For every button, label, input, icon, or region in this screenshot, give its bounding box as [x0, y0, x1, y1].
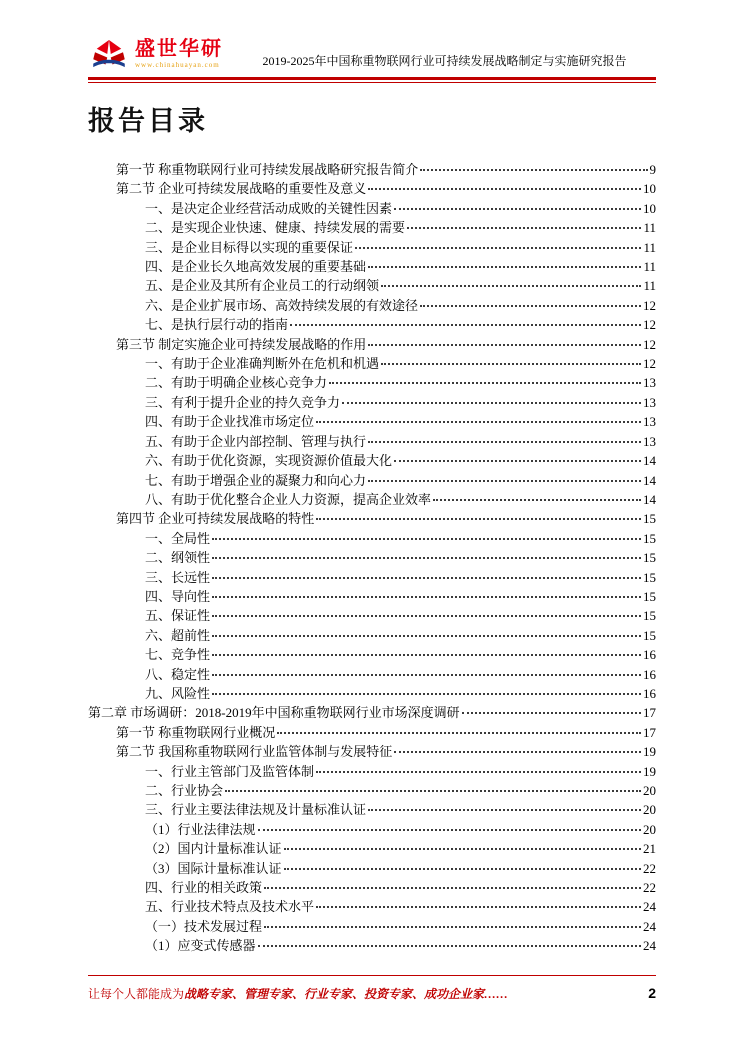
toc-leader-dots	[368, 809, 641, 811]
toc-entry-text: 二、是实现企业快速、健康、持续发展的需要	[145, 220, 406, 236]
toc-page-number: 24	[643, 938, 656, 954]
toc-page-number: 11	[643, 259, 656, 275]
toc-entry-text: 三、行业主要法律法规及计量标准认证	[145, 802, 367, 818]
toc-entry-text: 一、全局性	[145, 530, 211, 546]
toc-entry-text: 八、稳定性	[145, 666, 211, 682]
toc-page-number: 15	[643, 608, 656, 624]
logo-text-block	[135, 39, 223, 69]
toc-leader-dots	[381, 363, 641, 365]
logo-company-name: 盛世华研	[135, 38, 223, 60]
footer-page-number: 2	[648, 985, 656, 1001]
toc-entry-text: 第二节 企业可持续发展战略的重要性及意义	[116, 181, 367, 197]
footer-slogan	[88, 985, 508, 1002]
toc-leader-dots	[264, 926, 641, 928]
toc-page-number: 13	[643, 433, 656, 449]
toc-leader-dots	[258, 945, 641, 947]
toc-entry-text: （一）技术发展过程	[145, 918, 263, 934]
toc-entry-text: 七、竞争性	[145, 647, 211, 663]
toc-entry[interactable]	[88, 335, 656, 354]
toc-entry-text: 七、有助于增强企业的凝聚力和向心力	[145, 472, 367, 488]
toc-leader-dots	[381, 285, 641, 287]
toc-leader-dots	[212, 538, 641, 540]
toc-leader-dots	[212, 654, 641, 656]
toc-page-number: 10	[643, 200, 656, 216]
page-header	[88, 36, 656, 72]
toc-entry-text: 八、有助于优化整合企业人力资源，提高企业效率	[145, 491, 432, 507]
toc-entry-text: 五、保证性	[145, 608, 211, 624]
toc-entry[interactable]	[88, 859, 656, 878]
toc-entry[interactable]	[88, 548, 656, 567]
header-divider-thick-line	[88, 77, 656, 80]
toc-entry-text: 四、行业的相关政策	[145, 880, 263, 896]
toc-leader-dots	[420, 169, 647, 171]
toc-entry[interactable]	[88, 762, 656, 781]
toc-entry-text: 四、导向性	[145, 588, 211, 604]
toc-leader-dots	[258, 829, 641, 831]
toc-page-number: 9	[649, 162, 656, 177]
toc-leader-dots	[433, 499, 641, 501]
toc-entry[interactable]	[88, 218, 656, 237]
toc-page-number: 12	[643, 297, 656, 313]
toc-page-number: 19	[643, 744, 656, 760]
toc-entry-text: 第四节 企业可持续发展战略的特性	[116, 511, 315, 527]
toc-entry[interactable]	[88, 723, 656, 742]
toc-entry[interactable]	[88, 742, 656, 761]
toc-entry[interactable]	[88, 179, 656, 198]
toc-page-number: 12	[643, 336, 656, 352]
toc-entry-text: 七、是执行层行动的指南	[145, 317, 289, 333]
toc-entry-text: 五、是企业及其所有企业员工的行动纲领	[145, 278, 380, 294]
toc-page-number: 12	[643, 356, 656, 372]
toc-entry[interactable]	[88, 897, 656, 916]
page-title: 报告目录	[88, 106, 208, 136]
toc-entry[interactable]	[88, 315, 656, 334]
toc-entry-text: 三、是企业目标得以实现的重要保证	[145, 239, 354, 255]
toc-page-number: 20	[643, 783, 656, 798]
toc-leader-dots	[277, 732, 641, 734]
toc-page-number: 11	[643, 220, 656, 236]
toc-page-number: 17	[643, 724, 656, 740]
toc-leader-dots	[329, 382, 641, 384]
toc-page-number: 14	[643, 453, 656, 469]
toc-page-number: 17	[643, 705, 656, 721]
toc-entry[interactable]	[88, 412, 656, 431]
toc-entry-text: 六、有助于优化资源，实现资源价值最大化	[145, 453, 393, 469]
toc-page-number: 24	[643, 899, 656, 915]
toc-leader-dots	[368, 480, 641, 482]
toc-entry[interactable]	[88, 936, 656, 955]
footer-row	[88, 985, 656, 1002]
toc-entry-text: 一、有助于企业准确判断外在危机和机遇	[145, 356, 380, 372]
report-header-title: 2019-2025年中国称重物联网行业可持续发展战略制定与实施研究报告	[262, 54, 627, 68]
toc-entry[interactable]	[88, 393, 656, 412]
toc-page-number: 13	[643, 394, 656, 410]
toc-entry-text: 六、是企业扩展市场、高效持续发展的有效途径	[145, 297, 419, 313]
toc-leader-dots	[212, 674, 641, 676]
toc-entry-text: 五、行业技术特点及技术水平	[145, 899, 315, 915]
toc-entry[interactable]	[88, 373, 656, 392]
toc-leader-dots	[342, 402, 641, 404]
toc-leader-dots	[212, 596, 641, 598]
toc-entry-text: 二、纲领性	[145, 550, 211, 566]
toc-entry-text: 第一节 称重物联网行业概况	[116, 724, 276, 740]
toc-page-number: 15	[643, 569, 656, 585]
toc-entry[interactable]	[88, 276, 656, 295]
toc-entry[interactable]	[88, 238, 656, 257]
toc-leader-dots	[212, 693, 641, 695]
logo-book-icon	[88, 36, 130, 72]
toc-entry-text: 第三节 制定实施企业可持续发展战略的作用	[116, 336, 367, 352]
footer-slogan-emphasis: 战略专家、管理专家、行业专家、投资专家、成功企业家……	[184, 987, 509, 1001]
toc-leader-dots	[368, 266, 641, 268]
footer-slogan-prefix: 让每个人都能成为	[88, 987, 185, 1001]
toc-page-number: 16	[643, 666, 656, 682]
toc-entry[interactable]	[88, 296, 656, 315]
toc-entry-text: 第二节 我国称重物联网行业监管体制与发展特征	[116, 744, 393, 760]
toc-entry[interactable]	[88, 878, 656, 897]
toc-page-number: 20	[643, 802, 656, 818]
toc-leader-dots	[368, 344, 641, 346]
toc-list	[88, 160, 656, 956]
toc-leader-dots	[212, 635, 641, 637]
toc-page-number: 13	[643, 375, 656, 391]
toc-leader-dots	[316, 421, 641, 423]
toc-page-number: 12	[643, 317, 656, 333]
toc-entry[interactable]	[88, 471, 656, 490]
page-footer	[88, 975, 656, 1002]
toc-page-number: 15	[643, 530, 656, 546]
toc-entry-text: 一、行业主管部门及监管体制	[145, 763, 315, 779]
toc-entry[interactable]	[88, 703, 656, 722]
toc-leader-dots	[394, 460, 641, 462]
toc-entry[interactable]	[88, 160, 656, 179]
toc-entry[interactable]	[88, 451, 656, 470]
toc-leader-dots	[394, 751, 641, 753]
toc-entry[interactable]	[88, 199, 656, 218]
toc-page-number: 10	[643, 181, 656, 197]
header-divider	[88, 77, 656, 83]
header-divider-thin-line	[88, 82, 656, 83]
toc-entry[interactable]	[88, 645, 656, 664]
toc-page-number: 11	[643, 278, 656, 294]
toc-entry[interactable]	[88, 781, 656, 800]
toc-page-number: 16	[643, 685, 656, 701]
toc-page-number: 20	[643, 821, 656, 837]
toc-entry-text: 二、有助于明确企业核心竞争力	[145, 375, 328, 391]
toc-leader-dots	[212, 615, 641, 617]
toc-page-number: 24	[643, 918, 656, 934]
toc-page-number: 16	[643, 647, 656, 663]
toc-entry[interactable]	[88, 568, 656, 587]
toc-page-number: 22	[643, 860, 656, 876]
toc-page-number: 22	[643, 880, 656, 896]
toc-entry[interactable]	[88, 509, 656, 528]
toc-leader-dots	[316, 906, 641, 908]
toc-leader-dots	[225, 790, 641, 792]
toc-leader-dots	[316, 518, 641, 520]
logo-website-url: www.chinahuayan.com	[135, 61, 220, 69]
toc-leader-dots	[394, 208, 641, 210]
toc-entry-text: 三、长远性	[145, 569, 211, 585]
toc-leader-dots	[212, 577, 641, 579]
toc-leader-dots	[284, 848, 641, 850]
toc-leader-dots	[264, 887, 641, 889]
toc-entry-text: 九、风险性	[145, 685, 211, 701]
toc-leader-dots	[368, 441, 641, 443]
toc-entry-text: 六、超前性	[145, 627, 211, 643]
toc-leader-dots	[420, 305, 641, 307]
toc-page-number: 14	[643, 491, 656, 507]
toc-leader-dots	[316, 771, 641, 773]
toc-entry[interactable]	[88, 800, 656, 819]
toc-leader-dots	[368, 188, 641, 190]
toc-entry-text: 四、有助于企业找准市场定位	[145, 414, 315, 430]
toc-page-number: 15	[643, 550, 656, 566]
toc-entry[interactable]	[88, 820, 656, 839]
toc-entry[interactable]	[88, 684, 656, 703]
toc-leader-dots	[355, 247, 641, 249]
toc-entry[interactable]	[88, 257, 656, 276]
toc-entry[interactable]	[88, 917, 656, 936]
toc-page-number: 15	[643, 588, 656, 604]
toc-page-number: 11	[643, 239, 656, 255]
toc-entry-text: 四、是企业长久地高效发展的重要基础	[145, 259, 367, 275]
toc-entry-text: （1）应变式传感器	[145, 938, 256, 954]
toc-entry-text: 第二章 市场调研：2018-2019年中国称重物联网行业市场深度调研	[88, 705, 460, 721]
toc-entry-text: （1）行业法律法规	[145, 821, 256, 837]
toc-page-number: 15	[643, 627, 656, 643]
toc-entry[interactable]	[88, 354, 656, 373]
toc-entry[interactable]	[88, 490, 656, 509]
toc-page-number: 21	[643, 841, 656, 857]
toc-entry-text: 一、是决定企业经营活动成败的关键性因素	[145, 200, 393, 216]
company-logo	[88, 36, 223, 72]
footer-divider-line	[88, 975, 656, 976]
toc-entry[interactable]	[88, 529, 656, 548]
toc-entry-text: 三、有利于提升企业的持久竞争力	[145, 394, 341, 410]
toc-entry-text: 二、行业协会	[145, 783, 224, 798]
toc-entry-text: 五、有助于企业内部控制、管理与执行	[145, 433, 367, 449]
toc-entry[interactable]	[88, 432, 656, 451]
toc-entry[interactable]	[88, 839, 656, 858]
toc-entry-text: （3）国际计量标准认证	[145, 860, 282, 876]
toc-page-number: 19	[643, 763, 656, 779]
toc-entry[interactable]	[88, 626, 656, 645]
toc-entry[interactable]	[88, 587, 656, 606]
toc-entry-text: （2）国内计量标准认证	[145, 841, 282, 857]
toc-entry[interactable]	[88, 606, 656, 625]
toc-entry-text: 第一节 称重物联网行业可持续发展战略研究报告简介	[116, 162, 419, 177]
toc-entry[interactable]	[88, 665, 656, 684]
toc-leader-dots	[290, 324, 641, 326]
toc-leader-dots	[284, 868, 641, 870]
toc-page-number: 15	[643, 511, 656, 527]
toc-leader-dots	[212, 557, 641, 559]
toc-page-number: 14	[643, 472, 656, 488]
toc-page-number: 13	[643, 414, 656, 430]
toc-leader-dots	[407, 227, 641, 229]
toc-leader-dots	[462, 712, 641, 714]
